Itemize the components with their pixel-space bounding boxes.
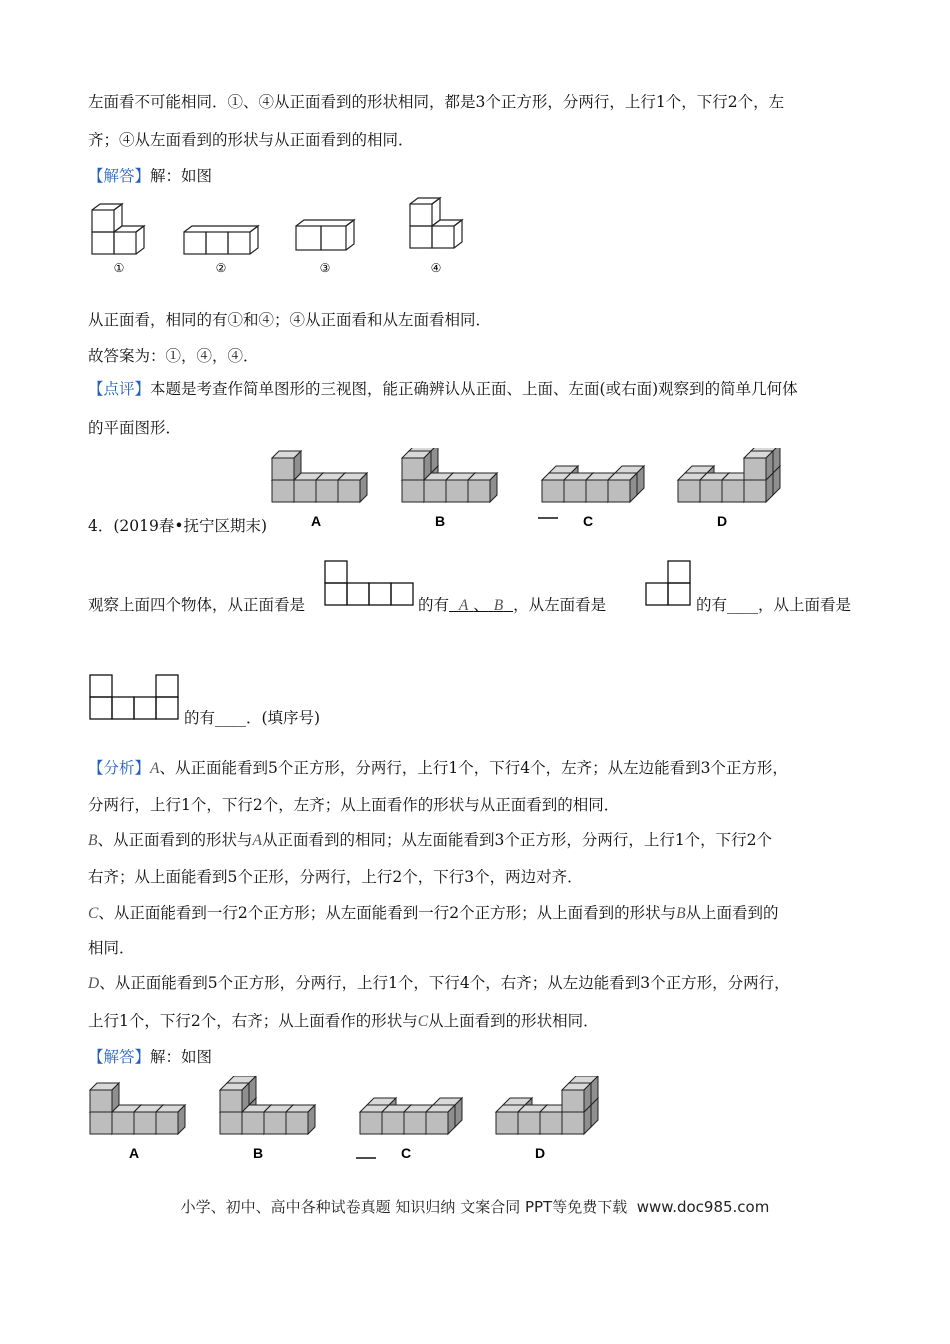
cube-front — [272, 458, 294, 480]
cube-front — [722, 480, 744, 502]
analysis-line — [88, 903, 779, 924]
paragraph-line: 左面看不可能相同．①、④从正面看到的形状相同，都是3个正方形，分两行，上行1个，下行2个，左 — [88, 93, 785, 111]
analysis-line: 相同． — [88, 939, 135, 957]
object-label: C — [400, 1145, 412, 1161]
figure-question-objects — [268, 448, 788, 532]
cube-front — [286, 1112, 308, 1134]
cube-front — [540, 1112, 562, 1134]
cube-front — [426, 1112, 448, 1134]
cube-front — [220, 1112, 242, 1134]
analysis-text: 上行1个，下行2个，右齐；从上面看作的形状与 — [88, 1012, 418, 1030]
cube-front — [700, 480, 722, 502]
cube-front — [446, 480, 468, 502]
front-view-shape — [324, 560, 416, 608]
analysis-line — [88, 973, 790, 994]
shape-2 — [184, 226, 258, 254]
answer-heading — [88, 1047, 212, 1067]
figure-label: ④ — [430, 261, 442, 275]
question-line-2: 的有____．(填序号) — [184, 709, 321, 727]
analysis-text: 从正面看到的相同；从左面能看到3个正方形，分两行，上行1个，下行2个 — [261, 831, 773, 849]
figure-answer-objects — [86, 1076, 606, 1166]
question-text: ，从左面看是 — [513, 596, 607, 614]
cube-front — [264, 1112, 286, 1134]
cube-front — [424, 480, 446, 502]
cube-front — [744, 480, 766, 502]
analysis-text: 、从正面能看到一行2个正方形；从左面能看到一行2个正方形；从上面看到的形状与 — [98, 904, 677, 922]
page-footer — [0, 1196, 950, 1217]
question-line-1c: 的有____，从上面看是 — [696, 596, 852, 614]
question-number: 4．(2019春•抚宁区期末) — [88, 517, 268, 535]
figure-label: ① — [113, 261, 125, 275]
cube-front — [468, 480, 490, 502]
analysis-line — [88, 830, 772, 851]
answer-a: A — [458, 597, 469, 614]
answer-text: 解：如图 — [150, 167, 213, 185]
answer-text: 解：如图 — [150, 1048, 213, 1066]
analysis-text: 、从正面能看到5个正方形，分两行，上行1个，下行4个，左齐；从左边能看到3个正方形， — [159, 759, 788, 777]
question-line-1 — [88, 595, 305, 615]
analysis-line: 分两行，上行1个，下行2个，左齐；从上面看作的形状与从正面看到的相同． — [88, 796, 620, 814]
cube-front — [220, 1090, 242, 1112]
cube-front — [112, 1112, 134, 1134]
answer-heading — [88, 166, 212, 186]
letter: D — [88, 975, 100, 992]
question-line-1b — [418, 595, 606, 616]
letter: B — [676, 905, 686, 922]
question-text: 的有 — [418, 596, 450, 614]
footer-text: 小学、初中、高中各种试卷真题 知识归纳 文案合同 PPT等免费下载 — [180, 1198, 628, 1216]
cube-front — [90, 1112, 112, 1134]
shape-1 — [92, 204, 144, 254]
cube-front — [360, 1112, 382, 1134]
cube-front — [338, 480, 360, 502]
analysis-text: 从上面看到的 — [685, 904, 779, 922]
letter: B — [88, 832, 98, 849]
cube-front — [402, 458, 424, 480]
cube-front — [542, 480, 564, 502]
answer-tag: 【解答】 — [88, 167, 151, 185]
cube-front — [564, 480, 586, 502]
object-label: B — [252, 1145, 264, 1161]
question-text: 观察上面四个物体，从正面看是 — [88, 596, 306, 614]
object-label: C — [582, 513, 594, 529]
analysis-text: 、从正面能看到5个正方形，分两行，上行1个，下行4个，右齐；从左边能看到3个正方形，分两行， — [99, 974, 790, 992]
object-label: A — [128, 1145, 140, 1161]
analysis-line — [88, 758, 788, 779]
shape-4 — [410, 198, 462, 248]
letter: A — [252, 832, 262, 849]
cube-front — [744, 458, 766, 480]
cube-front — [90, 1090, 112, 1112]
object-label: D — [716, 513, 728, 529]
left-view-shape — [644, 560, 694, 608]
paragraph-line: 故答案为：①，④，④． — [88, 347, 259, 365]
analysis-tag: 【分析】 — [88, 759, 151, 777]
answer-b: B — [493, 597, 504, 614]
object-label: A — [310, 513, 322, 529]
cube-front — [272, 480, 294, 502]
cube-front — [404, 1112, 426, 1134]
cube-front — [586, 480, 608, 502]
analysis-text: 、从正面看到的形状与 — [97, 831, 253, 849]
letter: C — [417, 1013, 429, 1030]
top-view-shape — [88, 674, 182, 722]
letter: A — [150, 760, 160, 777]
object-label: B — [434, 513, 446, 529]
paragraph-line: 从正面看，相同的有①和④；④从正面看和从左面看相同． — [88, 311, 492, 329]
paragraph-line: 齐；④从左面看到的形状与从正面看到的相同． — [88, 131, 414, 149]
cube-front — [134, 1112, 156, 1134]
figure-label: ③ — [319, 261, 331, 275]
footer-url: www.doc985.com — [636, 1198, 770, 1216]
cube-front — [316, 480, 338, 502]
cube-front — [608, 480, 630, 502]
comment-tag: 【点评】 — [88, 380, 151, 398]
figure-front-views-1 — [86, 196, 476, 276]
object-label: D — [534, 1145, 546, 1161]
paragraph-line: 的平面图形． — [88, 419, 182, 437]
cube-front — [562, 1112, 584, 1134]
analysis-text: 从上面看到的形状相同． — [428, 1012, 599, 1030]
letter: C — [88, 905, 99, 922]
separator: 、 — [473, 596, 489, 614]
cube-front — [382, 1112, 404, 1134]
cube-front — [678, 480, 700, 502]
figure-label: ② — [215, 261, 227, 275]
shape-3 — [296, 220, 354, 250]
cube-front — [496, 1112, 518, 1134]
cube-front — [242, 1112, 264, 1134]
cube-front — [156, 1112, 178, 1134]
cube-front — [518, 1112, 540, 1134]
cube-front — [294, 480, 316, 502]
comment-line — [88, 379, 798, 399]
comment-text: 本题是考查作简单图形的三视图，能正确辨认从正面、上面、左面(或右面)观察到的简单几何体 — [150, 380, 798, 398]
analysis-line: 右齐；从上面能看到5个正形，分两行，上行2个，下行3个，两边对齐． — [88, 868, 583, 886]
analysis-line — [88, 1011, 599, 1032]
cube-front — [562, 1090, 584, 1112]
answer-tag: 【解答】 — [88, 1048, 151, 1066]
cube-front — [402, 480, 424, 502]
